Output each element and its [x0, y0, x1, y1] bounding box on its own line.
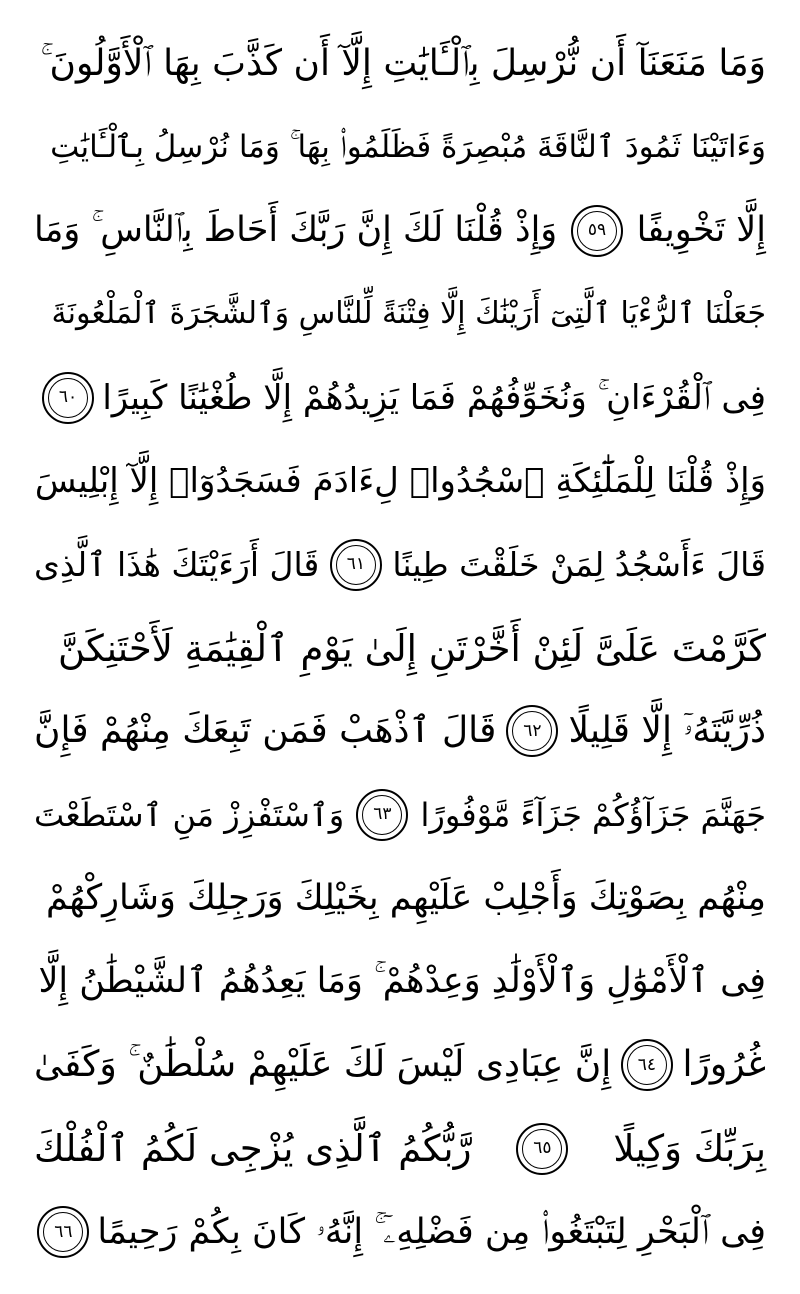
- verse-line: [34, 189, 766, 272]
- verse-line: [34, 523, 766, 606]
- verse-text: فِى ٱلْقُرْءَانِ ۚ وَنُخَوِّفُهُمْ فَمَا يَزِيدُهُمْ إِلَّا طُغْيَٰنًا كَبِيرًا: [102, 377, 766, 418]
- ayah-number-marker: [330, 539, 382, 591]
- ayah-number: ٦٠: [58, 387, 78, 408]
- ayah-number: ٦٦: [54, 1221, 73, 1242]
- verse-text: كَرَّمْتَ عَلَىَّ لَئِنْ أَخَّرْتَنِ إِلَىٰ يَوْمِ ٱلْقِيَٰمَةِ لَأَحْتَنِكَنَّ: [58, 626, 766, 670]
- verse-line: [34, 1191, 766, 1274]
- verse-line: [34, 940, 766, 1023]
- ayah-number: ٦٥: [533, 1138, 552, 1159]
- verse-line: [34, 22, 766, 105]
- verse-line: [34, 356, 766, 439]
- ayah-number-marker: [621, 1039, 673, 1091]
- verse-line: [34, 606, 766, 689]
- verse-text: ذُرِّيَّتَهُۥٓ إِلَّا قَلِيلًا: [568, 710, 766, 752]
- ayah-number-marker: [571, 205, 623, 257]
- verse-text: قَالَ ءَأَسْجُدُ لِمَنْ خَلَقْتَ طِينًا: [392, 545, 766, 585]
- verse-line: [34, 439, 766, 522]
- ayah-number: ٥٩: [587, 220, 607, 241]
- ayah-number: ٦٢: [523, 720, 542, 741]
- verse-text: وَإِذْ قُلْنَا لَكَ إِنَّ رَبَّكَ أَحَاطَ بِٱلنَّاسِ ۚ وَمَا: [34, 210, 558, 251]
- verse-text: مِنْهُم بِصَوْتِكَ وَأَجْلِبْ عَلَيْهِم بِخَيْلِكَ وَرَجِلِكَ وَشَارِكْهُمْ: [46, 877, 766, 918]
- verse-text: رَّبُّكُمُ ٱلَّذِى يُزْجِى لَكُمُ ٱلْفُلْكَ: [34, 1127, 472, 1171]
- verse-text: غُرُورًا: [682, 1044, 766, 1086]
- verse-text: قَالَ ٱذْهَبْ فَمَن تَبِعَكَ مِنْهُمْ فَإِنَّ: [34, 710, 497, 752]
- ayah-number-marker: [356, 789, 408, 841]
- verse-line: [34, 690, 766, 773]
- verse-text: قَالَ أَرَءَيْتَكَ هَٰذَا ٱلَّذِى: [34, 545, 320, 585]
- verse-text: إِنَّ عِبَادِى لَيْسَ لَكَ عَلَيْهِمْ سُلْطَٰنٌ ۚ وَكَفَىٰ: [34, 1044, 612, 1086]
- verse-line: [34, 1024, 766, 1107]
- ayah-number-marker: [37, 1206, 89, 1258]
- verse-text: وَءَاتَيْنَا ثَمُودَ ٱلنَّاقَةَ مُبْصِرَةً فَظَلَمُوا۟ بِهَا ۚ وَمَا نُرْسِلُ بِٱلْـَٔايَٰتِ: [50, 128, 766, 165]
- verse-line: [34, 1107, 766, 1190]
- verse-text: وَمَا مَنَعَنَآ أَن نُّرْسِلَ بِٱلْـَٔايَٰتِ إِلَّآ أَن كَذَّبَ بِهَا ٱلْأَوَّلُونَ ۚ: [40, 42, 766, 84]
- verse-text: فِى ٱلْأَمْوَٰلِ وَٱلْأَوْلَٰدِ وَعِدْهُمْ ۚ وَمَا يَعِدُهُمُ ٱلشَّيْطَٰنُ إِلَّا: [38, 961, 766, 1002]
- verse-lines: [34, 22, 766, 1274]
- verse-text: إِلَّا تَخْوِيفًا: [636, 210, 766, 251]
- verse-line: [34, 773, 766, 856]
- verse-line: [34, 857, 766, 940]
- verse-line: [34, 105, 766, 188]
- verse-text: بِرَبِّكَ وَكِيلًا: [613, 1127, 766, 1171]
- verse-text: فِى ٱلْبَحْرِ لِتَبْتَغُوا۟ مِن فَضْلِهِۦٓ ۚ إِنَّهُۥ كَانَ بِكُمْ رَحِيمًا: [97, 1211, 766, 1252]
- ayah-number-marker: [516, 1123, 568, 1175]
- verse-text: وَٱسْتَفْزِزْ مَنِ ٱسْتَطَعْتَ: [34, 795, 345, 834]
- ayah-number-marker: [506, 705, 558, 757]
- verse-line: [34, 272, 766, 355]
- ayah-number: ٦٣: [373, 804, 392, 825]
- ayah-number-marker: [42, 372, 94, 424]
- verse-text: جَهَنَّمَ جَزَآؤُكُمْ جَزَآءً مَّوْفُورًا: [420, 795, 766, 834]
- ayah-number: ٦١: [346, 554, 365, 575]
- verse-text: وَإِذْ قُلْنَا لِلْمَلَٰٓئِكَةِ ٱسْجُدُوا۟ لِءَادَمَ فَسَجَدُوٓا۟ إِلَّآ إِبْلِيسَ: [34, 461, 766, 502]
- ayah-number: ٦٤: [637, 1054, 657, 1075]
- verse-text: جَعَلْنَا ٱلرُّءْيَا ٱلَّتِىٓ أَرَيْنَٰكَ إِلَّا فِتْنَةً لِّلنَّاسِ وَٱلشَّجَرَةَ ٱلْمَلْعُونَةَ: [51, 296, 766, 332]
